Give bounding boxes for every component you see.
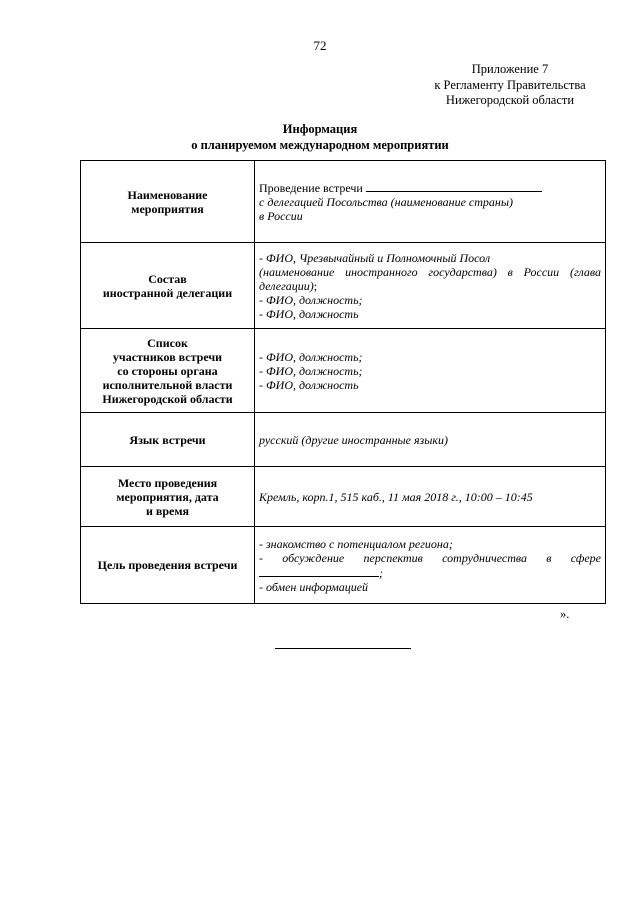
label-delegation <box>81 243 255 329</box>
appendix-line-3: Нижегородской области <box>445 93 575 107</box>
row-delegation <box>81 243 606 329</box>
value-purpose-line-2: - обсуждение перспектив сотрудничества в сфере <box>259 550 601 565</box>
value-delegation-line-1: - ФИО, Чрезвычайный и Полномочный Посол <box>259 250 491 265</box>
document-title <box>0 122 640 153</box>
value-delegation-line-4: - ФИО, должность; <box>259 292 363 307</box>
document-title-line-1: Информация <box>282 122 358 136</box>
closing-quote: ». <box>560 607 570 621</box>
label-place <box>81 467 255 527</box>
value-language: русский (другие иностранные языки) <box>255 413 606 467</box>
row-event-name <box>81 161 606 243</box>
value-event-name-line-3: в России <box>259 209 303 223</box>
label-event-name-line-2: мероприятия <box>131 201 204 216</box>
row-language <box>81 413 606 467</box>
value-place: Кремль, корп.1, 515 каб., 11 мая 2018 г., 10:00 – 10:45 <box>255 467 606 527</box>
value-participants-line-1: - ФИО, должность; <box>259 349 363 364</box>
bottom-separator-line <box>275 648 411 649</box>
label-participants-line-4: исполнительной власти <box>102 377 233 392</box>
value-delegation-line-5: - ФИО, должность <box>259 306 359 321</box>
label-place-line-3: и время <box>145 503 190 518</box>
purpose-blank-semicolon: ; <box>379 565 383 580</box>
delegation-head-text: делегации) <box>259 278 314 293</box>
label-participants-line-3: со стороны органа <box>117 363 218 378</box>
value-participants-line-3: - ФИО, должность <box>259 377 359 392</box>
value-event-name <box>255 161 606 243</box>
label-participants-line-5: Нижегородской области <box>102 391 233 406</box>
value-purpose-line-3 <box>259 565 601 580</box>
label-event-name-line-1: Наименование <box>127 187 208 202</box>
label-participants-line-2: участников встречи <box>112 349 223 364</box>
label-participants-line-1: Список <box>147 335 188 350</box>
label-event-name <box>81 161 255 243</box>
row-participants <box>81 329 606 413</box>
purpose-blank-line <box>259 565 379 577</box>
value-delegation-line-3 <box>259 279 601 293</box>
page-number: 72 <box>313 38 327 53</box>
document-title-line-2: о планируемом международном мероприятии <box>191 137 449 152</box>
value-participants <box>255 329 606 413</box>
value-delegation-line-2: (наименование иностранного государства) в России (глава <box>259 264 601 279</box>
value-purpose-line-1: - знакомство с потенциалом региона; <box>259 536 453 551</box>
value-delegation <box>255 243 606 329</box>
value-participants-line-2: - ФИО, должность; <box>259 363 363 378</box>
value-purpose-line-4: - обмен информацией <box>259 579 369 594</box>
value-purpose <box>255 527 606 604</box>
delegation-head-semicolon: ; <box>313 278 318 293</box>
event-name-blank-line <box>366 180 542 192</box>
appendix-line-2: к Регламенту Правительства <box>434 77 586 92</box>
label-participants <box>81 329 255 413</box>
label-language: Язык встречи <box>81 413 255 467</box>
appendix-line-1: Приложение 7 <box>471 62 549 76</box>
label-place-line-2: мероприятия, дата <box>116 489 219 504</box>
event-name-prefix: Проведение встречи <box>259 181 363 195</box>
row-purpose <box>81 527 606 604</box>
label-place-line-1: Место проведения <box>117 475 218 490</box>
label-delegation-line-1: Состав <box>148 271 187 286</box>
info-table <box>80 160 606 604</box>
label-purpose: Цель проведения встречи <box>81 527 255 604</box>
appendix-header <box>390 62 630 109</box>
label-delegation-line-2: иностранной делегации <box>102 285 233 300</box>
row-place <box>81 467 606 527</box>
value-event-name-line-2: с делегацией Посольства (наименование страны) <box>259 195 514 209</box>
value-event-name-line-1 <box>259 180 601 195</box>
